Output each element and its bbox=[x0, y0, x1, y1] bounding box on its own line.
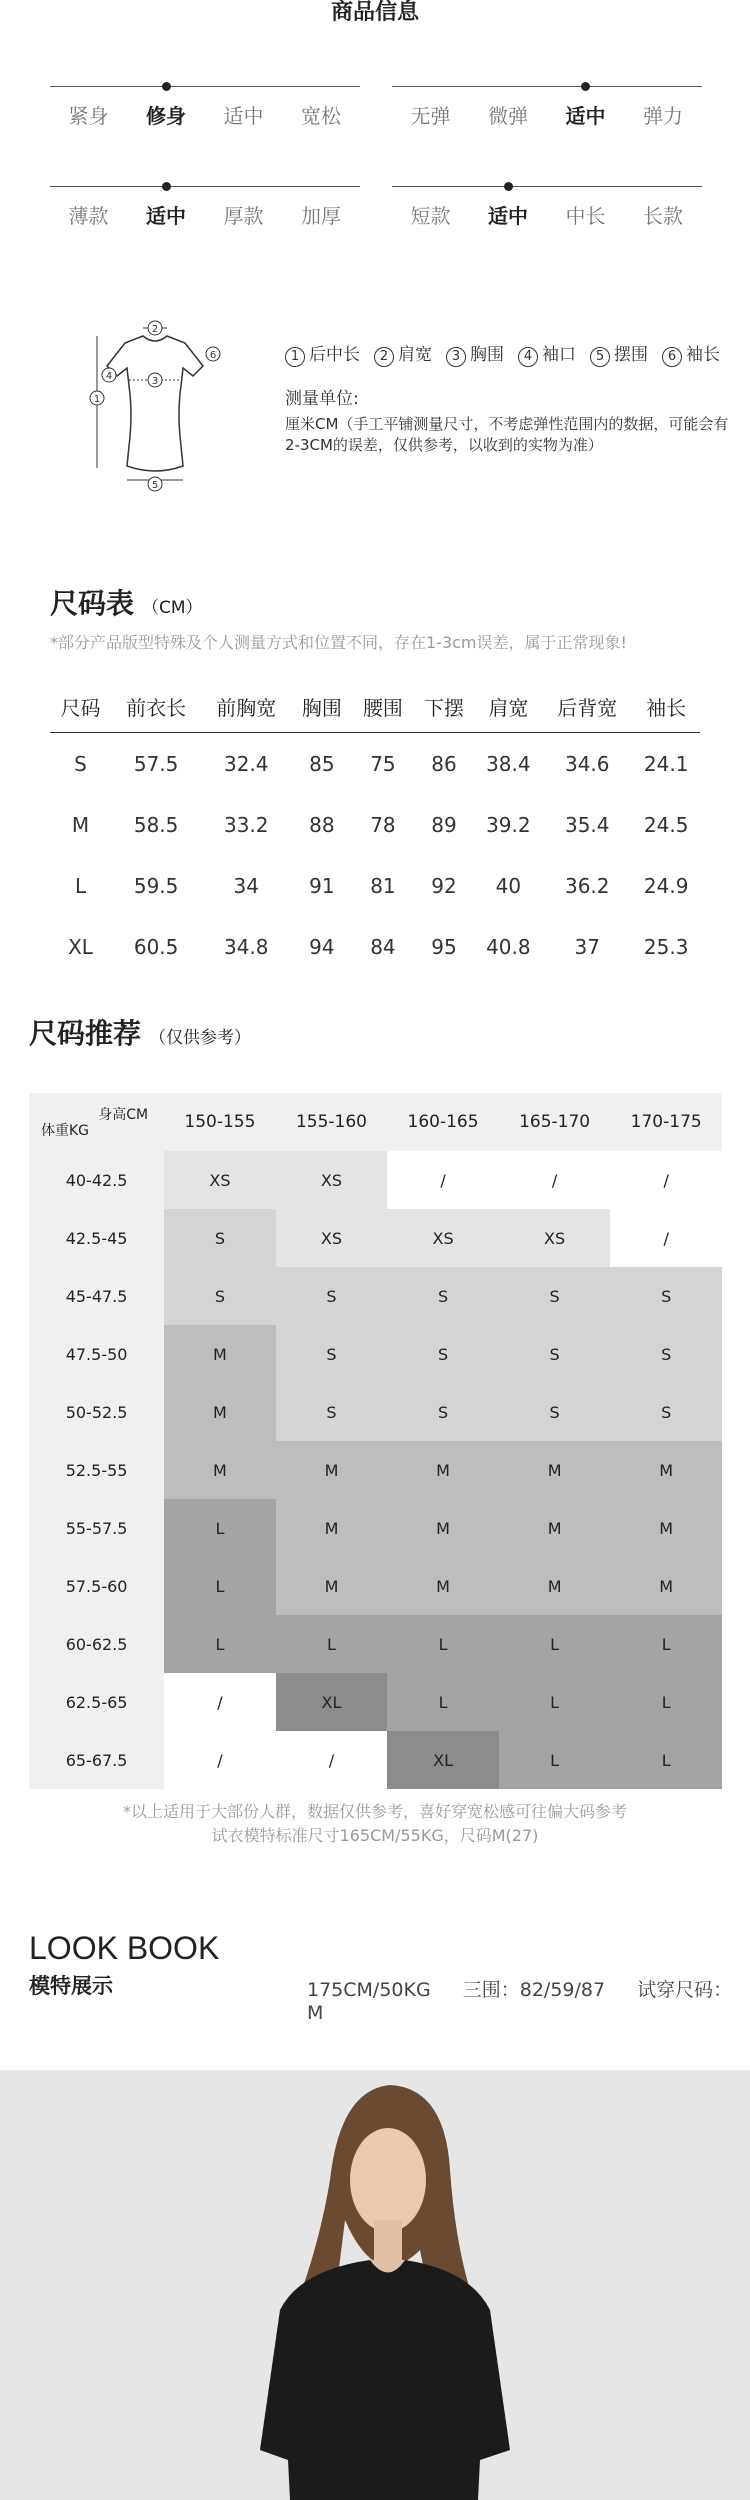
table-cell: 39.2 bbox=[486, 812, 531, 837]
table-cell: 34.8 bbox=[224, 934, 269, 959]
recommended-size-cell: S bbox=[610, 1267, 722, 1325]
table-cell: 81 bbox=[370, 873, 396, 898]
recommended-size-cell: L bbox=[499, 1615, 611, 1673]
table-row bbox=[29, 1557, 722, 1615]
lookbook-title: LOOK BOOK bbox=[29, 1930, 220, 1966]
model-height-weight: 175CM/50KG bbox=[307, 1979, 431, 2001]
table-cell: 38.4 bbox=[486, 751, 531, 776]
table-row bbox=[50, 916, 700, 977]
recommended-size-cell: S bbox=[164, 1267, 276, 1325]
recommended-size-cell: M bbox=[610, 1557, 722, 1615]
recommended-size-cell: S bbox=[164, 1209, 276, 1267]
recommended-size-cell: M bbox=[387, 1557, 499, 1615]
weight-range-cell: 40-42.5 bbox=[29, 1151, 164, 1209]
recommended-size-cell: S bbox=[276, 1383, 388, 1441]
table-cell: 84 bbox=[370, 934, 396, 959]
table-row bbox=[29, 1615, 722, 1673]
table-cell: 88 bbox=[309, 812, 335, 837]
size-table-header-cell: 胸围 bbox=[291, 680, 352, 733]
recommended-size-cell: S bbox=[499, 1383, 611, 1441]
size-table-header-cell: 下摆 bbox=[413, 680, 474, 733]
table-row bbox=[29, 1151, 722, 1209]
table-cell: 33.2 bbox=[224, 812, 269, 837]
recommended-size-cell: L bbox=[610, 1731, 722, 1789]
recommended-size-cell: S bbox=[387, 1325, 499, 1383]
model-trial-size: 试穿尺码：M bbox=[307, 1979, 733, 2024]
recommended-size-cell: L bbox=[387, 1673, 499, 1731]
scale-line bbox=[392, 186, 702, 187]
table-row bbox=[29, 1267, 722, 1325]
table-cell: 24.1 bbox=[643, 751, 689, 776]
scale-option: 修身 bbox=[146, 104, 186, 128]
legend-label: 后中长 bbox=[309, 345, 360, 365]
recommend-title: 尺码推荐 bbox=[29, 1017, 142, 1050]
weight-range-cell: 65-67.5 bbox=[29, 1731, 164, 1789]
recommended-size-cell: L bbox=[610, 1673, 722, 1731]
recommended-size-cell: L bbox=[276, 1615, 388, 1673]
recommended-size-cell: M bbox=[610, 1499, 722, 1557]
weight-range-cell: 57.5-60 bbox=[29, 1557, 164, 1615]
size-chart-unit: （CM） bbox=[142, 598, 203, 618]
tshirt-diagram bbox=[85, 318, 225, 498]
scale-option: 中长 bbox=[565, 204, 606, 228]
scale-option: 长款 bbox=[643, 204, 683, 228]
legend-number: 4 bbox=[518, 347, 538, 367]
height-range-header: 155-160 bbox=[276, 1093, 388, 1151]
scale-line bbox=[392, 86, 702, 87]
scale-option: 宽松 bbox=[301, 104, 341, 128]
table-cell: 37 bbox=[574, 934, 600, 959]
table-row bbox=[29, 1325, 722, 1383]
recommend-heading bbox=[29, 1012, 251, 1052]
page-title: 商品信息 bbox=[330, 0, 419, 25]
scale-line bbox=[50, 86, 360, 87]
scale-option: 适中 bbox=[488, 204, 528, 228]
size-table-header-cell: 腰围 bbox=[352, 680, 413, 733]
recommended-size-cell: M bbox=[387, 1441, 499, 1499]
size-chart-title: 尺码表 bbox=[50, 587, 135, 620]
table-cell: 92 bbox=[431, 873, 457, 898]
scale-option: 微弹 bbox=[488, 104, 528, 128]
scale-marker bbox=[162, 82, 171, 91]
corner-diagonal bbox=[29, 1094, 164, 1150]
table-row bbox=[29, 1441, 722, 1499]
table-cell: 24.9 bbox=[643, 873, 689, 898]
legend-item bbox=[374, 345, 432, 365]
size-table-header-cell: 前胸宽 bbox=[201, 680, 291, 733]
size-table-header-cell: 尺码 bbox=[50, 680, 111, 733]
height-range-header: 150-155 bbox=[164, 1093, 276, 1151]
table-cell: M bbox=[71, 812, 90, 837]
scale-marker bbox=[504, 182, 513, 191]
recommended-size-cell: L bbox=[164, 1557, 276, 1615]
scale-option: 短款 bbox=[410, 204, 451, 228]
legend-label: 肩宽 bbox=[398, 345, 432, 365]
table-row bbox=[29, 1209, 722, 1267]
recommended-size-cell: / bbox=[164, 1731, 276, 1789]
scale-option: 厚款 bbox=[223, 204, 264, 228]
table-cell: 25.3 bbox=[643, 934, 689, 959]
recommend-footnote-2: 试衣模特标准尺寸165CM/55KG，尺码M(27) bbox=[211, 1826, 539, 1845]
svg-text:2: 2 bbox=[151, 324, 159, 335]
recommended-size-cell: S bbox=[276, 1267, 388, 1325]
table-cell: 94 bbox=[309, 934, 335, 959]
svg-text:3: 3 bbox=[151, 376, 159, 387]
recommended-size-cell: L bbox=[387, 1615, 499, 1673]
recommend-footnote-1: *以上适用于大部份人群，数据仅供参考，喜好穿宽松感可往偏大码参考 bbox=[122, 1802, 627, 1821]
table-row bbox=[50, 794, 700, 855]
recommend-header-row bbox=[29, 1093, 722, 1151]
recommended-size-cell: M bbox=[276, 1499, 388, 1557]
scale-option: 适中 bbox=[565, 104, 606, 128]
size-chart-heading bbox=[50, 582, 203, 622]
recommended-size-cell: S bbox=[610, 1383, 722, 1441]
height-range-header: 165-170 bbox=[499, 1093, 611, 1151]
scale-option: 弹力 bbox=[643, 104, 683, 128]
legend-item bbox=[285, 345, 360, 365]
scale-line bbox=[50, 186, 360, 187]
table-row bbox=[29, 1673, 722, 1731]
svg-text:5: 5 bbox=[151, 480, 159, 491]
table-cell: 86 bbox=[431, 751, 457, 776]
measure-unit-desc: 厘米CM（手工平铺测量尺寸，不考虑弹性范围内的数据，可能会有2-3CM的误差，仅供参考，以收到的实物为准） bbox=[285, 415, 729, 454]
legend-item bbox=[446, 345, 504, 365]
legend-label: 袖长 bbox=[686, 345, 720, 365]
table-cell: 85 bbox=[309, 751, 335, 776]
attribute-scale bbox=[392, 170, 702, 240]
legend-label: 摆围 bbox=[614, 345, 648, 365]
table-cell: 59.5 bbox=[133, 873, 179, 898]
recommended-size-cell: S bbox=[276, 1325, 388, 1383]
table-cell: 75 bbox=[370, 751, 396, 776]
recommended-size-cell: XL bbox=[276, 1673, 388, 1731]
scale-marker bbox=[162, 182, 171, 191]
recommend-subtitle: （仅供参考） bbox=[149, 1028, 252, 1048]
table-cell: 36.2 bbox=[564, 873, 610, 898]
recommended-size-cell: / bbox=[610, 1151, 722, 1209]
scale-option: 无弹 bbox=[410, 104, 451, 128]
table-cell: 34 bbox=[233, 873, 259, 898]
recommended-size-cell: / bbox=[387, 1151, 499, 1209]
table-row bbox=[50, 733, 700, 795]
scale-option: 薄款 bbox=[68, 204, 109, 228]
weight-range-cell: 50-52.5 bbox=[29, 1383, 164, 1441]
table-cell: 91 bbox=[309, 873, 335, 898]
recommended-size-cell: XS bbox=[499, 1209, 611, 1267]
table-cell: 34.6 bbox=[564, 751, 610, 776]
recommended-size-cell: S bbox=[499, 1325, 611, 1383]
recommended-size-cell: XS bbox=[164, 1151, 276, 1209]
recommended-size-cell: XL bbox=[387, 1731, 499, 1789]
table-cell: 24.5 bbox=[643, 812, 689, 837]
recommended-size-cell: S bbox=[499, 1267, 611, 1325]
svg-text:4: 4 bbox=[105, 371, 113, 382]
recommended-size-cell: / bbox=[499, 1151, 611, 1209]
recommended-size-cell: M bbox=[499, 1499, 611, 1557]
model-photo bbox=[0, 2070, 750, 2500]
legend-number: 5 bbox=[590, 347, 610, 367]
table-cell: 40.8 bbox=[486, 934, 531, 959]
recommended-size-cell: S bbox=[387, 1383, 499, 1441]
scale-option: 紧身 bbox=[68, 104, 109, 128]
size-table-header-cell: 前衣长 bbox=[111, 680, 201, 733]
weight-range-cell: 52.5-55 bbox=[29, 1441, 164, 1499]
attribute-scale bbox=[392, 70, 702, 140]
table-row bbox=[29, 1383, 722, 1441]
recommended-size-cell: XS bbox=[387, 1209, 499, 1267]
recommended-size-cell: / bbox=[610, 1209, 722, 1267]
legend-label: 胸围 bbox=[470, 345, 504, 365]
recommended-size-cell: M bbox=[164, 1383, 276, 1441]
table-cell: 35.4 bbox=[564, 812, 610, 837]
recommended-size-cell: M bbox=[499, 1441, 611, 1499]
height-range-header: 160-165 bbox=[387, 1093, 499, 1151]
table-cell: L bbox=[74, 873, 87, 898]
recommended-size-cell: / bbox=[164, 1673, 276, 1731]
legend-number: 3 bbox=[446, 347, 466, 367]
svg-text:6: 6 bbox=[209, 350, 217, 361]
table-cell: 57.5 bbox=[133, 751, 179, 776]
weight-range-cell: 62.5-65 bbox=[29, 1673, 164, 1731]
svg-text:1: 1 bbox=[93, 394, 101, 405]
measure-unit-title: 测量单位: bbox=[285, 389, 359, 409]
table-cell: 89 bbox=[431, 812, 457, 837]
weight-range-cell: 60-62.5 bbox=[29, 1615, 164, 1673]
height-range-header: 170-175 bbox=[610, 1093, 722, 1151]
recommended-size-cell: M bbox=[276, 1441, 388, 1499]
scale-option: 适中 bbox=[146, 204, 186, 228]
corner-height-label: 身高CM bbox=[98, 1107, 149, 1123]
legend-number: 2 bbox=[374, 347, 394, 367]
recommended-size-cell: M bbox=[276, 1557, 388, 1615]
size-table-header-cell: 肩宽 bbox=[475, 680, 543, 733]
table-cell: 32.4 bbox=[224, 751, 269, 776]
attribute-scale bbox=[50, 170, 360, 240]
recommended-size-cell: M bbox=[610, 1441, 722, 1499]
table-row bbox=[50, 855, 700, 916]
scale-option: 加厚 bbox=[301, 204, 341, 228]
recommended-size-cell: XS bbox=[276, 1209, 388, 1267]
weight-range-cell: 42.5-45 bbox=[29, 1209, 164, 1267]
recommended-size-cell: L bbox=[164, 1615, 276, 1673]
weight-range-cell: 55-57.5 bbox=[29, 1499, 164, 1557]
table-row bbox=[29, 1499, 722, 1557]
table-cell: 95 bbox=[431, 934, 457, 959]
size-table-header bbox=[50, 680, 700, 733]
recommended-size-cell: / bbox=[276, 1731, 388, 1789]
recommended-size-cell: L bbox=[499, 1731, 611, 1789]
measure-legend bbox=[285, 340, 734, 367]
scale-option: 适中 bbox=[223, 104, 264, 128]
corner-weight-label: 体重KG bbox=[41, 1123, 90, 1139]
recommended-size-cell: L bbox=[499, 1673, 611, 1731]
recommended-size-cell: M bbox=[387, 1499, 499, 1557]
weight-range-cell: 47.5-50 bbox=[29, 1325, 164, 1383]
size-table-header-cell: 袖长 bbox=[632, 680, 700, 733]
recommend-footnote bbox=[0, 1800, 750, 1848]
size-table bbox=[50, 680, 700, 977]
scale-marker bbox=[581, 82, 590, 91]
legend-number: 6 bbox=[662, 347, 682, 367]
lookbook-subtitle: 模特展示 bbox=[29, 1974, 113, 1998]
legend-label: 袖口 bbox=[542, 345, 576, 365]
table-cell: XL bbox=[68, 934, 93, 959]
table-cell: 58.5 bbox=[133, 812, 179, 837]
attribute-scale bbox=[50, 70, 360, 140]
recommended-size-cell: S bbox=[610, 1325, 722, 1383]
table-cell: 40 bbox=[495, 873, 522, 898]
legend-item bbox=[518, 345, 576, 365]
recommended-size-cell: XS bbox=[276, 1151, 388, 1209]
size-recommend-table bbox=[29, 1093, 722, 1789]
table-cell: 78 bbox=[370, 812, 396, 837]
recommended-size-cell: S bbox=[387, 1267, 499, 1325]
recommended-size-cell: M bbox=[164, 1325, 276, 1383]
table-cell: 60.5 bbox=[133, 934, 179, 959]
legend-item bbox=[590, 345, 648, 365]
recommended-size-cell: M bbox=[499, 1557, 611, 1615]
legend-item bbox=[662, 345, 720, 365]
recommend-corner-cell bbox=[29, 1093, 164, 1151]
model-info bbox=[307, 1975, 750, 2024]
table-cell: S bbox=[74, 751, 87, 776]
legend-number: 1 bbox=[285, 347, 305, 367]
recommended-size-cell: L bbox=[610, 1615, 722, 1673]
recommended-size-cell: M bbox=[164, 1441, 276, 1499]
size-chart-note: *部分产品版型特殊及个人测量方式和位置不同，存在1-3cm误差，属于正常现象! bbox=[50, 633, 627, 652]
size-table-header-cell: 后背宽 bbox=[542, 680, 632, 733]
weight-range-cell: 45-47.5 bbox=[29, 1267, 164, 1325]
table-row bbox=[29, 1731, 722, 1789]
recommended-size-cell: L bbox=[164, 1499, 276, 1557]
model-measurements: 三围：82/59/87 bbox=[462, 1979, 606, 2001]
